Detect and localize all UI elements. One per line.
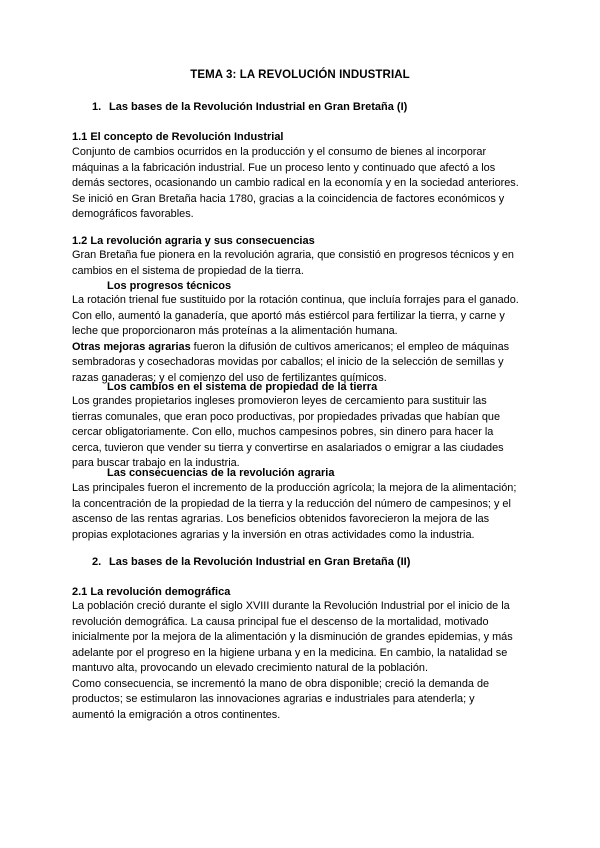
paragraph-line: inicialmente por la mejora de la alimentación y la disminución de grandes epidemias, y más [72,631,513,643]
section-1-number: 1. [92,101,102,113]
paragraph-line: tierras comunales, que eran poco productivas, por propiedades privadas que habían que [72,410,501,423]
subsection-1-1-paragraph [72,145,532,223]
otras-mejoras-label: Otras mejoras agrarias [72,340,191,353]
paragraph-line: Con ello, aumentó la ganadería, que aportó más estiércol para fertilizar la tierra, y carne y [72,309,505,322]
section-2-number: 2. [92,556,102,568]
paragraph-line: máquinas a la fabricación industrial. Fue un proceso lento y continuado que afectó a los [72,161,496,174]
paragraph-line: revolución demográfica. La causa principal fue el descenso de la mortalidad, motivado [72,615,489,628]
paragraph-line: Como consecuencia, se incrementó la mano de obra disponible; creció la demanda de [72,677,490,690]
subsection-2-1-heading: 2.1 La revolución demográfica [72,586,231,598]
paragraph-line: cambios en el sistema de propiedad de la tierra. [72,264,304,277]
paragraph-line: mantuvo alta, provocando un elevado crecimiento natural de la población. [72,662,428,674]
paragraph-line [72,340,532,356]
section-2-heading [92,556,410,568]
paragraph-line: Los grandes propietarios ingleses promovieron leyes de cercamiento para sustituir las [72,395,487,407]
paragraph-line: sembradoras y cosechadoras movidas por caballos; el inicio de la selección de semillas y [72,356,504,368]
paragraph-line: Las principales fueron el incremento de la producción agrícola; la mejora de la alimentación; [72,482,517,494]
progresos-tecnicos-heading: Los progresos técnicos [107,280,232,292]
paragraph-line: Gran Bretaña fue pionera en la revolución agraria, que consistió en progresos técnicos y en [72,249,514,261]
paragraph-line: Conjunto de cambios ocurridos en la producción y el consumo de bienes al incorporar [72,146,487,158]
paragraph-line: para buscar trabajo en la industria. [72,457,240,469]
paragraph-line: La población creció durante el siglo XVIII durante la Revolución Industrial por el inicio de la [72,600,510,612]
subsection-2-1-paragraph [72,599,532,723]
section-1-heading-text: Las bases de la Revolución Industrial en Gran Bretaña (I) [109,101,408,113]
consecuencias-heading: Las consecuencias de la revolución agraria [107,467,335,479]
paragraph-line: demás sectores, ocasionando un cambio radical en la economía y en la sociedad anteriores. [72,177,519,189]
paragraph-line: leche que proporcionaron más proteínas a la alimentación humana. [72,325,398,337]
subsection-1-1-heading: 1.1 El concepto de Revolución Industrial [72,131,284,143]
cambios-propiedad-paragraph [72,394,532,472]
section-1-heading [92,101,407,113]
paragraph-line: aumentó la emigración a otros continentes. [72,708,281,721]
paragraph-line: Se inició en Gran Bretaña hacia 1780, gracias a la coincidencia de factores económicos y [72,192,505,205]
paragraph-line: la concentración de la propiedad de la tierra y la reducción del número de campesinos; y el [72,497,511,510]
paragraph-line: razas ganaderas; y el comienzo del uso de fertilizantes químicos. [72,371,387,384]
cambios-propiedad-heading: Los cambios en el sistema de propiedad de la tierra [107,381,378,393]
paragraph-line: cercar obligatoriamente. Con ello, muchos campesinos pobres, sin dinero para hacer la [72,426,494,438]
section-2-heading-text: Las bases de la Revolución Industrial en Gran Bretaña (II) [109,556,411,568]
paragraph-line: ascenso de las rentas agrarias. Los beneficios obtenidos favorecieron la mejora de las [72,513,490,525]
paragraph-line: propias explotaciones agrarias y la inversión en otras actividades como la industria. [72,528,475,541]
paragraph-line: La rotación trienal fue sustituido por la rotación continua, que incluía forrajes para el ganado. [72,294,519,306]
consecuencias-paragraph [72,481,532,543]
subsection-1-2-intro [72,248,532,279]
paragraph-line: productos; se estimularon las innovaciones agrarias e industriales para atenderla; y [72,693,475,705]
progresos-tecnicos-paragraph [72,293,532,386]
document-title: TEMA 3: LA REVOLUCIÓN INDUSTRIAL [190,69,410,81]
paragraph-line: cerca, tuvieron que vender su tierra y convertirse en asalariados o emigrar a las ciudades [72,441,504,454]
paragraph-line: adelante por el progreso en la higiene urbana y en la medicina. En cambio, la natalidad se [72,646,508,659]
subsection-1-2-heading: 1.2 La revolución agraria y sus consecuencias [72,235,315,247]
paragraph-line: demográficos favorables. [72,208,194,220]
otras-mejoras-text: fueron la difusión de cultivos americanos; el empleo de máquinas [190,340,510,353]
